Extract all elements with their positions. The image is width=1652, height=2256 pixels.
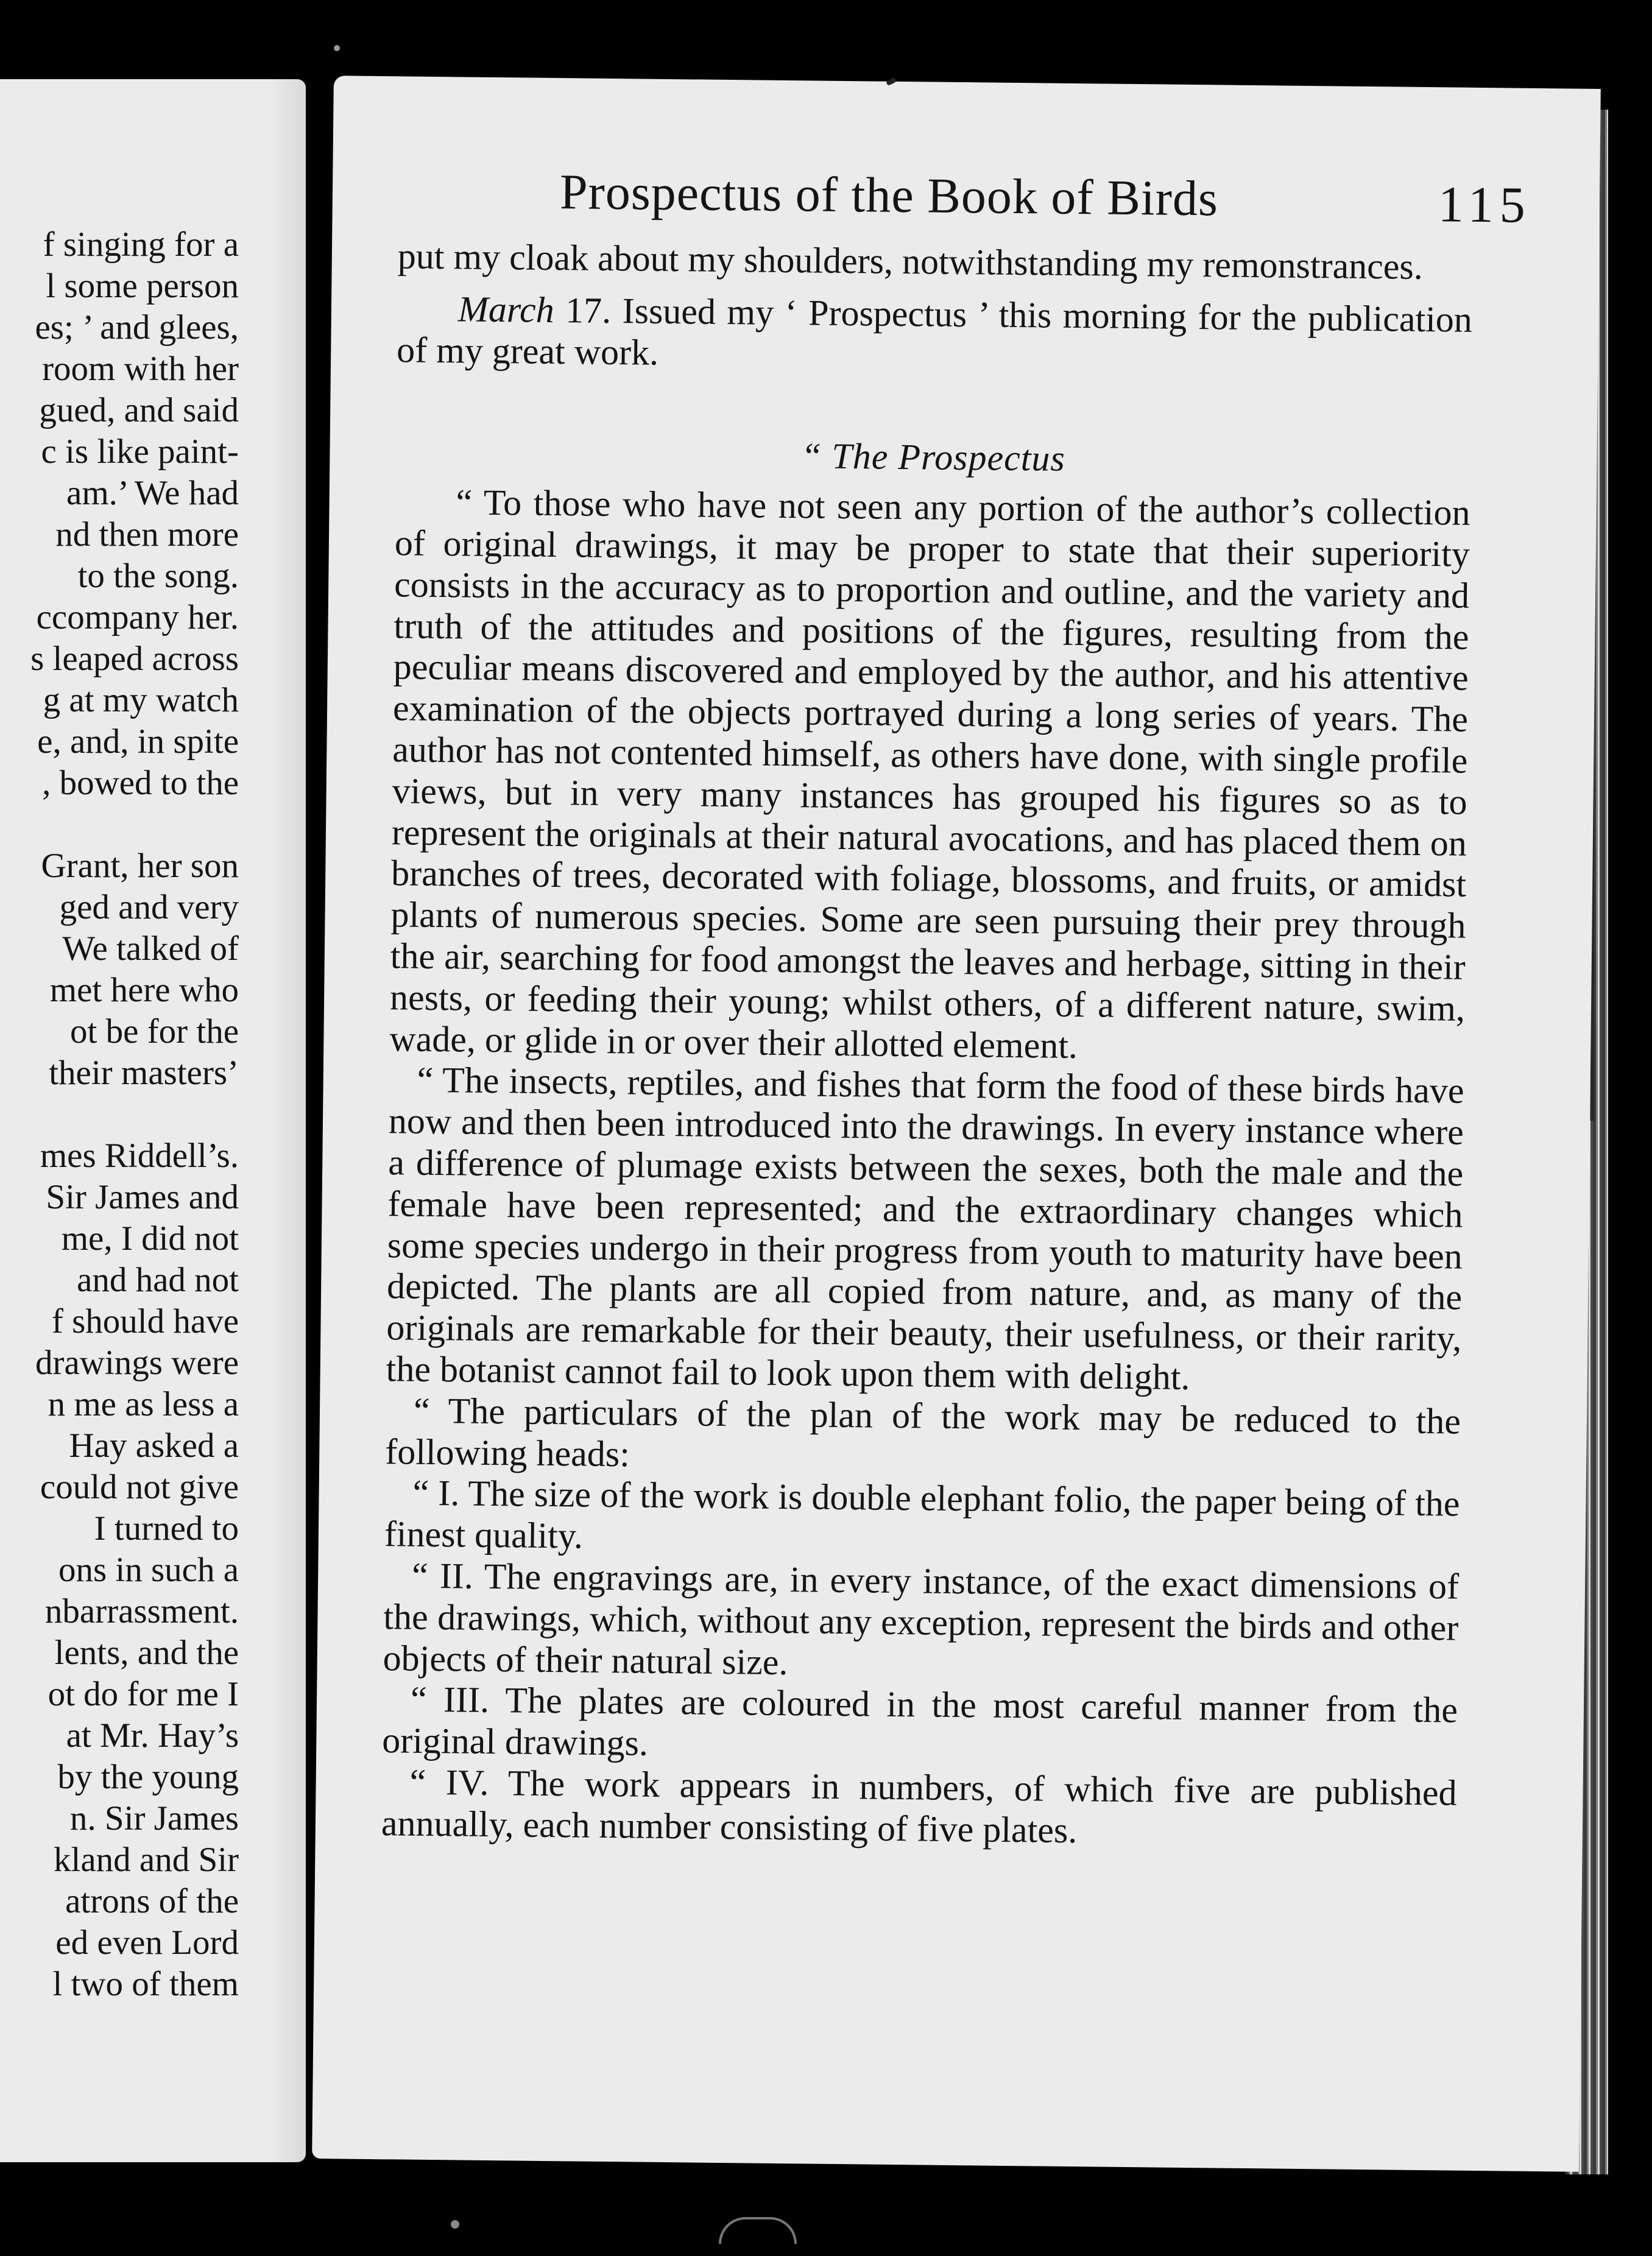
- diary-entry-text: Issued my ‘ Prospectus ’ this morning for the publication of my great work.: [396, 290, 1473, 373]
- previous-page-line: me, I did not: [61, 1219, 239, 1258]
- page-number: 115: [1438, 176, 1532, 234]
- gutter-shadow: [269, 79, 306, 2162]
- previous-page-line: e, and, in spite: [37, 722, 239, 761]
- previous-page-line: nbarrassment.: [44, 1592, 239, 1630]
- section-heading: “ The Prospectus: [800, 435, 1066, 479]
- previous-page-line: ot do for me I: [48, 1675, 239, 1713]
- plan-item-3: “ III. The plates are coloured in the most careful manner from the original drawings.: [382, 1679, 1458, 1763]
- diary-entry: [397, 288, 1472, 382]
- previous-page-line: f singing for a: [43, 225, 239, 264]
- dust-speck: [451, 2220, 459, 2229]
- previous-page-line: met here who: [49, 971, 239, 1009]
- dust-hair: [719, 2217, 797, 2244]
- previous-page-line: c is like paint-: [41, 432, 239, 471]
- previous-page-line: ged and very: [59, 888, 239, 926]
- previous-page-line: n me as less a: [48, 1385, 239, 1423]
- body-text: [381, 236, 1474, 1855]
- previous-page-line: nd then more: [55, 515, 239, 554]
- previous-page-line: kland and Sir: [54, 1841, 239, 1879]
- plan-item-2: “ II. The engravings are, in every instance, of the exact dimensions of the drawings, which, without any exception, represent the birds and other objects of their natural size.: [383, 1555, 1460, 1682]
- previous-page-text: [0, 224, 239, 2005]
- previous-page-line: ot be for the: [70, 1012, 239, 1051]
- previous-page-line: We talked of: [62, 929, 239, 968]
- previous-page-line: mes Riddell’s.: [40, 1137, 239, 1175]
- previous-page-line: es; ’ and glees,: [35, 308, 239, 347]
- dust-speck: [334, 45, 340, 51]
- plan-item-1: “ I. The size of the work is double elephant folio, the paper being of the finest quality.: [384, 1473, 1460, 1556]
- plan-item-4: “ IV. The work appears in numbers, of which five are published annually, each number consisting of five plates.: [381, 1761, 1457, 1850]
- previous-page-line: drawings were: [35, 1344, 239, 1382]
- previous-page-line: Sir James and: [46, 1178, 239, 1216]
- previous-page-line: atrons of the: [65, 1882, 239, 1920]
- previous-page-line: could not give: [40, 1468, 239, 1506]
- previous-page-line: their masters’: [49, 1054, 239, 1092]
- running-head: [398, 161, 1532, 234]
- previous-page-line: l some person: [46, 267, 239, 305]
- prospectus-paragraph-3: “ The particulars of the plan of the work may be reduced to the following heads:: [384, 1390, 1461, 1474]
- running-title: Prospectus of the Book of Birds: [559, 164, 1219, 227]
- previous-page-line: Hay asked a: [69, 1426, 239, 1465]
- previous-page-line: [0, 804, 239, 845]
- diary-date: March: [457, 289, 555, 330]
- prospectus-paragraph-1: “ To those who have not seen any portion of the author’s collection of original drawings, it may be proper to state that their superiority consists in the accuracy as to proportion and outline, and the variety and truth of the attitudes and positions of the figures, resulting from the peculiar means discovered and employed by the author, and his attentive examination of the objects portrayed during a long series of years. The author has not contented himself, as others have done, with single profile views, but in very many instances has grouped his figures so as to represent the originals at their natural avocations, and has placed them on branches of trees, decorated with foliage, blossoms, and fruits, or amidst plants of numerous species. Some are seen pursuing their prey through the air, searching for food amongst the leaves and herbage, sitting in their nests, or feeding their young; whilst others, of a different nature, swim, wade, or glide in or over their allotted element.: [389, 482, 1470, 1066]
- previous-page-line: I turned to: [94, 1509, 239, 1548]
- previous-page-line: ons in such a: [58, 1551, 239, 1589]
- page-text-block: [381, 76, 1532, 1850]
- previous-page: [0, 79, 306, 2162]
- previous-page-line: n. Sir James: [69, 1799, 239, 1838]
- previous-page-line: to the song.: [77, 557, 239, 595]
- previous-page-line: room with her: [42, 350, 239, 388]
- diary-day: 17.: [565, 290, 612, 331]
- previous-page-line: at Mr. Hay’s: [66, 1716, 239, 1755]
- current-page: [312, 76, 1601, 2172]
- previous-page-line: gued, and said: [39, 391, 239, 429]
- previous-page-line: s leaped across: [30, 640, 239, 678]
- continued-paragraph: put my cloak about my shoulders, notwithstanding my remonstrances.: [397, 236, 1424, 287]
- previous-page-line: [0, 1094, 239, 1135]
- prospectus-paragraph-2: “ The insects, reptiles, and fishes that form the food of these birds have now and then been introduced into the drawings. In every instance where a difference of plumage exists between the sexes, both the male and the female have been represented; and the extraordinary changes which some species undergo in their progress from youth to maturity have been depicted. The plants are all copied from nature, and, as many of the originals are remarkable for their beauty, their usefulness, or their rarity, the botanist cannot fail to look upon them with delight.: [386, 1060, 1464, 1397]
- previous-page-line: f should have: [51, 1302, 239, 1341]
- previous-page-line: ccompany her.: [36, 598, 239, 636]
- previous-page-line: g at my watch: [43, 681, 239, 719]
- previous-page-line: ed even Lord: [55, 1923, 239, 1962]
- previous-page-line: l two of them: [52, 1965, 239, 2003]
- previous-page-line: Grant, her son: [41, 847, 239, 885]
- previous-page-line: am.’ We had: [66, 474, 239, 512]
- previous-page-line: and had not: [77, 1261, 239, 1299]
- previous-page-line: lents, and the: [54, 1634, 239, 1672]
- previous-page-line: by the young: [57, 1758, 239, 1796]
- previous-page-line: , bowed to the: [42, 764, 239, 802]
